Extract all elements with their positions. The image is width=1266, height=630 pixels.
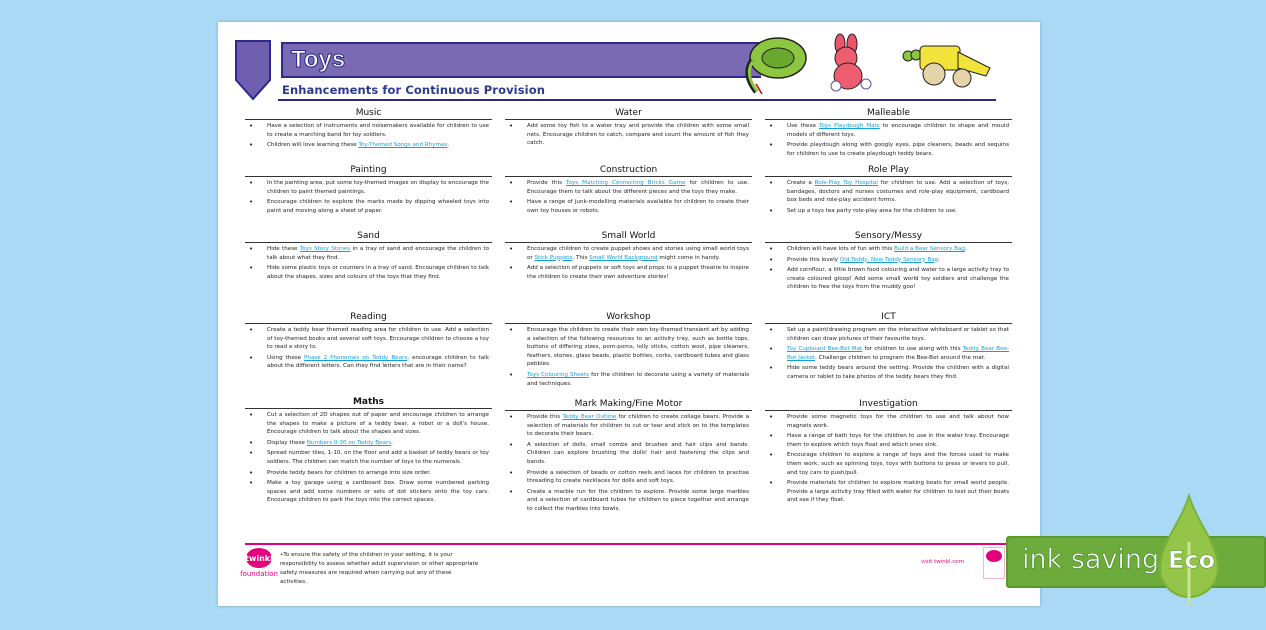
resource-link[interactable]: Toys Story Stones — [299, 246, 351, 252]
item-text: Create a teddy bear themed reading area for children to use. Add a selection of toy-themed books and several soft toys. Encourage children to choose a toy to read a story to. — [267, 327, 489, 351]
list-item — [505, 264, 752, 281]
header-divider — [278, 99, 996, 101]
section-list — [245, 326, 492, 371]
list-item — [765, 256, 1012, 265]
list-item — [245, 141, 492, 150]
list-item — [245, 326, 492, 352]
section-malleable — [765, 108, 1012, 160]
list-item — [765, 122, 1012, 139]
rabbit-toy-illustration — [822, 34, 882, 94]
section-sensory-messy — [765, 231, 1012, 294]
section-list — [245, 179, 492, 215]
item-text: Set up a paint/drawing program on the interactive whiteboard or tablet so that children can draw pictures of their favourite toys. — [787, 327, 1009, 342]
item-text: Provide this lovely — [787, 256, 840, 263]
section-heading: Maths — [245, 397, 492, 409]
resource-link[interactable]: Small World Background — [589, 254, 658, 261]
list-item — [245, 264, 492, 281]
resource-link[interactable]: Teddy Bear Bee-Bot Jacket — [787, 346, 1009, 361]
visit-twinkl-link[interactable]: visit twinkl.com — [921, 559, 964, 565]
item-text: Encourage children to explore a range of toys and the forces used to make them work, such as spinning toys, toys with buttons to press or levers to pull, and toy cars to push/pull. — [787, 452, 1009, 476]
list-item — [245, 198, 492, 215]
section-list — [765, 326, 1012, 382]
item-text: Children will love learning these — [267, 142, 359, 149]
section-heading: Construction — [505, 165, 752, 177]
list-item — [765, 479, 1012, 505]
list-item — [765, 413, 1012, 430]
item-text: Hide some teddy bears around the setting. Provide the children with a digital camera or tablet to take photos of the teddy bears they find. — [787, 365, 1009, 380]
list-item — [765, 266, 1012, 292]
item-text: Encourage the children to create their own toy-themed transient art by adding a selection of the following resources to an activity tray, such as bottle tops, buttons of differing sizes, pom-poms, lolly sticks, cotton wool, pipe cleaners, feathers, stones, glass beads, plastic bottles, corks, cardboard tubes and glass pebbles. — [527, 327, 749, 368]
list-item — [765, 451, 1012, 477]
item-text: Set up a toys tea party role-play area for the children to use. — [787, 207, 958, 214]
item-text: Create a — [787, 180, 815, 186]
snake-toy-illustration — [738, 34, 808, 96]
safety-note: •To ensure the safety of the children in your setting, it is your responsibility to assess whether adult supervision or other appropriate safety measures are required when carrying out any of these activities. — [280, 552, 479, 585]
section-heading: Painting — [245, 165, 492, 177]
resource-link[interactable]: Phase 2 Phonemes on Teddy Bears — [304, 354, 408, 361]
item-text: Have a range of bath toys for the children to use in the water tray. Encourage them to explore which toys float and which ones sink. — [787, 433, 1009, 448]
list-item — [505, 326, 752, 369]
section-painting — [245, 165, 492, 217]
section-investigation — [765, 399, 1012, 507]
resource-link[interactable]: Toy Cupboard Bee-Bot Mat — [787, 346, 863, 353]
item-text: Encourage children to explore the marks made by dipping wheeled toys into paint and moving along a sheet of paper. — [267, 199, 489, 214]
section-ict — [765, 312, 1012, 384]
list-item — [505, 469, 752, 486]
list-item — [765, 326, 1012, 343]
resource-link[interactable]: Toys Playdough Mats — [818, 123, 880, 129]
list-item — [765, 179, 1012, 205]
section-heading: Malleable — [765, 108, 1012, 120]
list-item — [245, 439, 492, 448]
item-text: , encourage children to talk about the different letters. Can they find letters that are in their name? — [267, 354, 489, 370]
item-text: . This — [572, 254, 590, 261]
footer-divider — [245, 543, 1012, 545]
list-item — [505, 371, 752, 388]
list-item — [505, 488, 752, 514]
section-heading: Sensory/Messy — [765, 231, 1012, 243]
section-heading: Music — [245, 108, 492, 120]
item-text: Display these — [267, 439, 307, 446]
page-title: Toys — [291, 46, 346, 73]
item-text: In the painting area, put some toy-themed images on display to encourage the children to paint themed paintings. — [267, 180, 489, 195]
list-item — [505, 245, 752, 262]
section-sand — [245, 231, 492, 283]
list-item — [245, 411, 492, 437]
list-item — [245, 245, 492, 262]
list-item — [765, 207, 1012, 216]
section-workshop — [505, 312, 752, 390]
item-text: . — [964, 246, 967, 252]
item-text: Encourage children to create puppet shows and stories using small world toys or — [527, 246, 749, 261]
section-list — [765, 245, 1012, 292]
list-item — [505, 179, 752, 196]
item-text: Provide materials for children to explore making boats for small world people. Provide a large activity tray filled with water for children to test out their boats and see if they float. — [787, 480, 1009, 504]
list-item — [245, 479, 492, 505]
list-item — [505, 413, 752, 439]
item-text: Add cornflour, a little brown food colouring and water to a large activity tray to create coloured gloop! Add some small world toy soldiers and challenge the children to free the toys from the muddy goo! — [787, 267, 1009, 291]
item-text: . — [391, 439, 393, 446]
list-item — [765, 245, 1012, 254]
list-item — [765, 364, 1012, 381]
item-text: . — [447, 142, 450, 149]
section-maths — [245, 397, 492, 507]
twinkl-foundation-logo — [240, 546, 278, 580]
section-list — [505, 413, 752, 514]
section-heading: Sand — [245, 231, 492, 243]
section-heading: Small World — [505, 231, 752, 243]
list-item — [765, 141, 1012, 158]
list-item — [765, 432, 1012, 449]
item-text: Hide some plastic toys or counters in a tray of sand. Encourage children to talk about the shapes, sizes and colours of the toys that they find. — [267, 265, 489, 280]
resource-link[interactable]: Build a Bear Sensory Bag — [894, 246, 965, 252]
item-text: Children will have lots of fun with this — [787, 246, 895, 252]
item-text: for children to create collage bears. Provide a selection of materials for children to cut or tear and stick on to the templates to decorate their bears. — [527, 414, 750, 438]
section-role-play — [765, 165, 1012, 217]
section-heading: ICT — [765, 312, 1012, 324]
section-heading: Investigation — [765, 399, 1012, 411]
item-text: for the children to decorate using a variety of materials and techniques. — [527, 371, 750, 387]
list-item — [245, 122, 492, 139]
section-construction — [505, 165, 752, 217]
item-text: Provide this — [527, 180, 567, 186]
list-item — [505, 122, 752, 148]
item-text: Provide teddy bears for children to arrange into size order. — [267, 469, 431, 476]
section-list — [505, 245, 752, 281]
item-text: for children to use along with this — [862, 346, 963, 353]
item-text: Provide this — [527, 414, 563, 420]
section-heading: Water — [505, 108, 752, 120]
item-text: Use these — [787, 123, 819, 129]
page-subtitle: Enhancements for Continuous Provision — [282, 83, 545, 97]
item-text: Provide playdough along with googly eyes, pipe cleaners, beads and sequins for children to use to create playdough teddy bears. — [787, 142, 1009, 157]
list-item — [245, 469, 492, 478]
eco-label: Eco — [1168, 546, 1216, 574]
svg-text:foundation: foundation — [240, 570, 278, 578]
item-text: in a tray of sand and encourage the children to talk about what they find. — [267, 246, 489, 261]
section-reading — [245, 312, 492, 373]
item-text: Using these — [267, 354, 305, 361]
section-list — [765, 122, 1012, 158]
title-banner — [281, 42, 761, 78]
resource-link[interactable]: Toy-Themed Songs and Rhymes — [358, 142, 448, 149]
item-text: Provide some magnetic toys for the children to use and talk about how magnets work. — [787, 414, 1009, 429]
item-text: Spread number tiles, 1-10, on the floor and add a basket of teddy bears or toy soldiers. The children can match the number of toys to the numerals. — [267, 450, 489, 465]
item-text: A selection of dolls, small combs and brushes and hair clips and bands. Children can explore brushing the dolls' hair and fastening the clips and bands. — [527, 441, 749, 465]
item-text: Create a marble run for the children to explore. Provide some large marbles and a selection of cardboard tubes for children to piece together and arrange to collect the marbles into bowls. — [527, 488, 749, 512]
section-heading: Workshop — [505, 312, 752, 324]
item-text: for children to use. Encourage them to talk about the different pieces and the toys they make. — [527, 180, 749, 195]
resource-link[interactable]: Role-Play Toy Hospital — [814, 180, 878, 186]
section-list — [765, 179, 1012, 215]
item-text: to encourage children to shape and mould models of different toys. — [787, 123, 1010, 138]
item-text: for children to use. Add a selection of toys, bandages, doctors and nurses costumes and role-play equipment, cardboard box beds and role-play accident forms. — [787, 180, 1009, 204]
section-list — [505, 326, 752, 388]
section-list — [505, 179, 752, 215]
item-text: Make a toy garage using a cardboard box. Draw some numbered parking spaces and add some numbers or sets of dot stickers onto the toy cars. Encourage children to park the toys into the correct spaces. — [267, 480, 489, 504]
section-list — [245, 245, 492, 281]
section-music — [245, 108, 492, 152]
section-list — [245, 122, 492, 150]
item-text: Hide these — [267, 246, 300, 252]
list-item — [505, 441, 752, 467]
section-small-world — [505, 231, 752, 283]
section-list — [765, 413, 1012, 505]
item-text: . — [938, 256, 940, 263]
section-list — [245, 411, 492, 505]
list-item — [245, 179, 492, 196]
list-item — [245, 354, 492, 371]
resource-link[interactable]: Old Teddy, New Teddy Sensory Bag — [839, 256, 939, 263]
section-list — [505, 122, 752, 148]
section-heading: Role Play — [765, 165, 1012, 177]
list-item — [505, 198, 752, 215]
resource-link[interactable]: Toys Colouring Sheets — [527, 371, 590, 378]
item-text: Provide a selection of beads or cotton reels and laces for children to practise threading to create necklaces for dolls and soft toys. — [527, 469, 749, 485]
item-text: Add a selection of puppets or soft toys and props to a puppet theatre to inspire the children to create their own adventure stories! — [527, 265, 749, 280]
item-text: Have a range of junk-modelling materials available for children to create their own toy houses or robots. — [527, 199, 749, 214]
quality-badge-logo — [983, 547, 1005, 579]
list-item — [765, 345, 1012, 362]
svg-text:twinkl: twinkl — [245, 554, 273, 563]
list-item — [245, 449, 492, 466]
section-mark-making-fine-motor — [505, 399, 752, 516]
item-text: Have a selection of instruments and noisemakers available for children to use to create a marching band for toy soldiers. — [267, 123, 489, 138]
resource-link[interactable]: Numbers 0-30 on Teddy Bears — [306, 439, 392, 446]
item-text: Cut a selection of 2D shapes out of paper and encourage children to arrange the shapes to make a picture of a teddy bear, a robot or a doll's house. Encourage children to talk about the shapes and sizes. — [267, 412, 489, 436]
section-water — [505, 108, 752, 150]
section-heading: Mark Making/Fine Motor — [505, 399, 752, 411]
section-heading: Reading — [245, 312, 492, 324]
crocodile-toy-illustration — [898, 38, 993, 93]
item-text: . Challenge children to program the Bee-Bot around the mat. — [815, 354, 986, 361]
resource-link[interactable]: Toys Matching Connecting Bricks Game — [566, 180, 686, 186]
ink-saving-label: ink saving — [1022, 544, 1160, 575]
item-text: Add some toy fish to a water tray and provide the children with some small nets. Encourage children to catch, compare and count the amount of fish they catch. — [527, 123, 749, 147]
item-text: might come in handy. — [657, 254, 720, 261]
resource-link[interactable]: Teddy Bear Outline — [562, 414, 617, 420]
header-shield-icon — [235, 40, 271, 100]
resource-link[interactable]: Stick Puppets — [534, 254, 573, 261]
